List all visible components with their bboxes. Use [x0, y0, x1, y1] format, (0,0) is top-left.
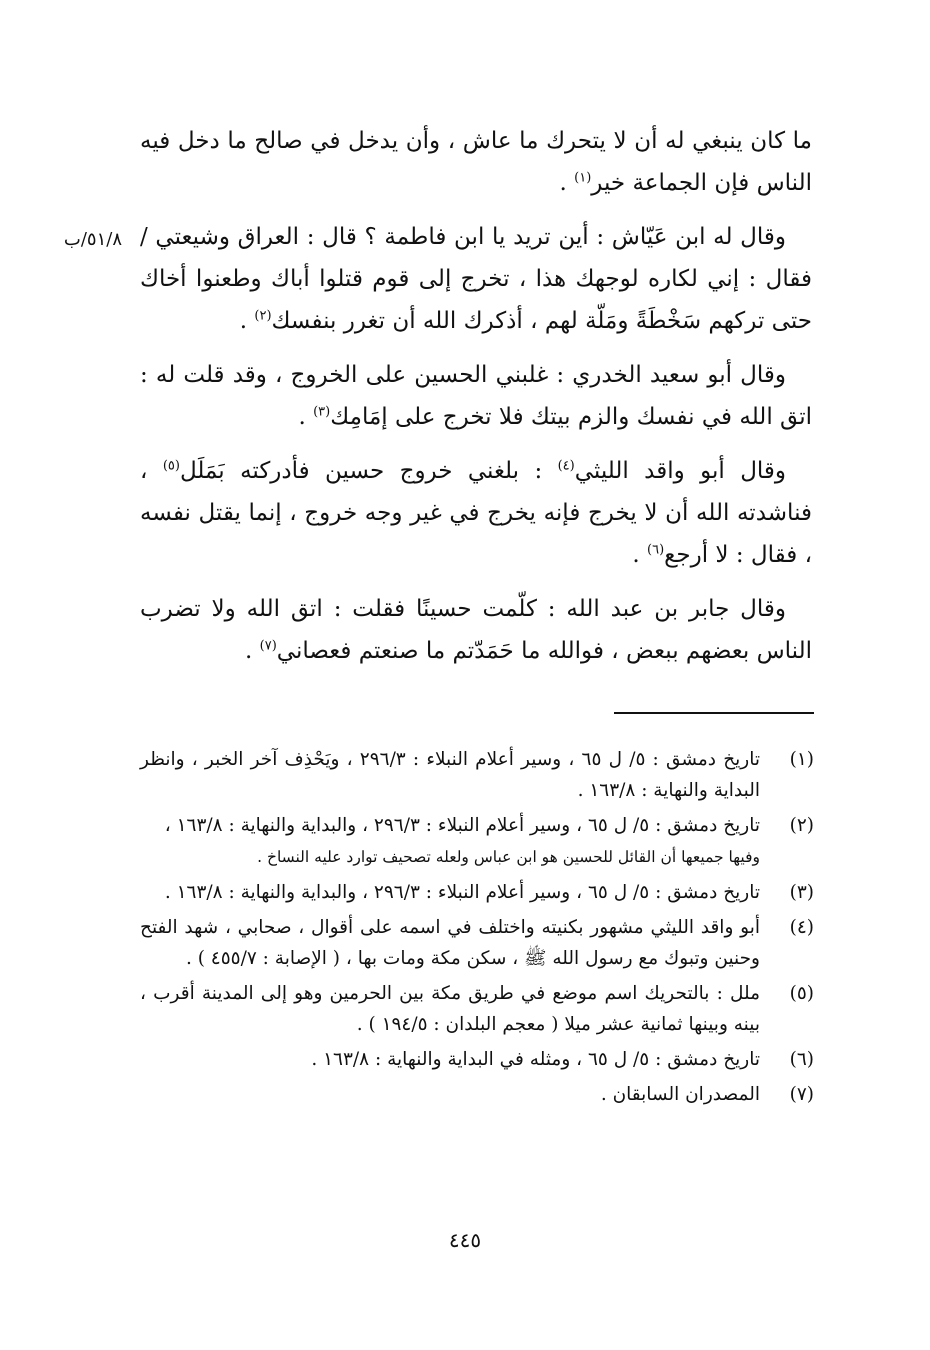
footnote-number: (٤): [789, 917, 814, 938]
footnote-ref-2[interactable]: (٢): [254, 308, 272, 324]
footnote-separator: [614, 712, 814, 714]
paragraph-2: وقال له ابن عَيّاش : أين تريد يا ابن فاطمة ؟ قال : العراق وشيعتي / فقال : إني لكاره لوجهك هذا ، تخرج إلى قوم قتلوا أباك وطعنوا أخاك حتى تركهم سَخْطَةً ومَلّة لهم ، أذكرك الله أن تغرر بنفسك$^{(٢)}$ .: [140, 224, 812, 334]
footnote-text: أبو واقد الليثي مشهور بكنيته واختلف في اسمه على أقوال ، صحابي ، شهد الفتح وحنين وتبوك مع رسول الله ﷺ ، سكن مكة ومات بها ، ( الإصابة : ٤٥٥/٧ ) .: [140, 917, 760, 969]
footnote-number: (٥): [789, 983, 814, 1004]
paragraph-5: وقال جابر بن عبد الله : كلّمت حسينًا فقلت : اتق الله ولا تضرب الناس بعضهم ببعض ، فوالله ما حَمَدّتم ما صنعتم فعصاني$^{(٧)}$ .: [140, 596, 812, 664]
footnote-item-6: [140, 1044, 814, 1075]
footnote-ref-5[interactable]: (٥): [162, 458, 180, 474]
footnote-ref-4[interactable]: (٤): [557, 458, 575, 474]
footnote-number: (٣): [789, 882, 814, 903]
footnote-number: (٢): [789, 815, 814, 836]
footnote-text: تاريخ دمشق : ٥/ ل ٦٥ ، وسير أعلام النبلاء : ٢٩٦/٣ ، والبداية والنهاية : ١٦٣/٨ .: [164, 882, 760, 903]
footnote-text: المصدران السابقان .: [600, 1084, 760, 1105]
footnote-number: (٦): [789, 1049, 814, 1070]
footnote-ref-3[interactable]: (٣): [313, 404, 331, 420]
footnote-ref-1[interactable]: (١): [574, 170, 592, 186]
footnote-ref-7[interactable]: (٧): [259, 638, 277, 654]
footnote-item-2: [140, 810, 814, 873]
footnote-item-7: [140, 1079, 814, 1110]
footnote-number: (١): [789, 749, 814, 770]
manuscript-folio-ref: ٥١/٨/ب: [63, 229, 122, 250]
footnote-item-4: [140, 912, 814, 974]
main-text: [140, 120, 812, 684]
paragraph-1: ما كان ينبغي له أن لا يتحرك ما عاش ، وأن يدخل في صالح ما دخل فيه الناس فإن الجماعة خير$^{(١)}$ .: [140, 128, 812, 196]
footnote-number: (٧): [789, 1084, 814, 1105]
footnote-subnote: وفيها جميعها أن القائل للحسين هو ابن عباس ولعله تصحيف توارد عليه النساخ .: [257, 848, 760, 866]
footnote-item-1: [140, 744, 814, 806]
footnote-item-5: [140, 978, 814, 1040]
footnotes: [140, 744, 814, 1114]
paragraph-4: وقال أبو واقد الليثي$^{(٤)}$ : بلغني خروج حسين فأدركته بَمَلَل$^{(٥)}$ ، فناشدته الله أن لا يخرج فإنه يخرج في غير وجه خروج ، إنما يقتل نفسه ، فقال : لا أرجع$^{(٦)}$ .: [140, 458, 812, 568]
footnote-text: ملل : بالتحريك اسم موضع في طريق مكة بين الحرمين وهو إلى المدينة أقرب ، بينه وبينها ثمانية عشر ميلا ( معجم البلدان : ١٩٤/٥ ) .: [140, 983, 760, 1035]
footnote-ref-6[interactable]: (٦): [647, 542, 665, 558]
footnote-text: تاريخ دمشق : ٥/ ل ٦٥ ، وسير أعلام النبلاء : ٢٩٦/٣ ، ويَحْذِف آخر الخبر ، وانظر البداية والنهاية : ١٦٣/٨ .: [140, 749, 761, 801]
footnote-text: تاريخ دمشق : ٥/ ل ٦٥ ، ومثله في البداية والنهاية : ١٦٣/٨ .: [311, 1049, 760, 1070]
footnote-text: تاريخ دمشق : ٥/ ل ٦٥ ، وسير أعلام النبلاء : ٢٩٦/٣ ، والبداية والنهاية : ١٦٣/٨ ، وفيها جميعها أن القائل للحسين هو ابن عباس ولعله تصحيف توارد عليه النساخ .: [164, 815, 760, 866]
paragraph-3: وقال أبو سعيد الخدري : غلبني الحسين على الخروج ، وقد قلت له : اتق الله في نفسك والزم بيتك فلا تخرج على إمَامِك$^{(٣)}$ .: [140, 362, 812, 430]
footnote-item-3: [140, 877, 814, 908]
page-number: ٤٤٥: [448, 1228, 482, 1252]
